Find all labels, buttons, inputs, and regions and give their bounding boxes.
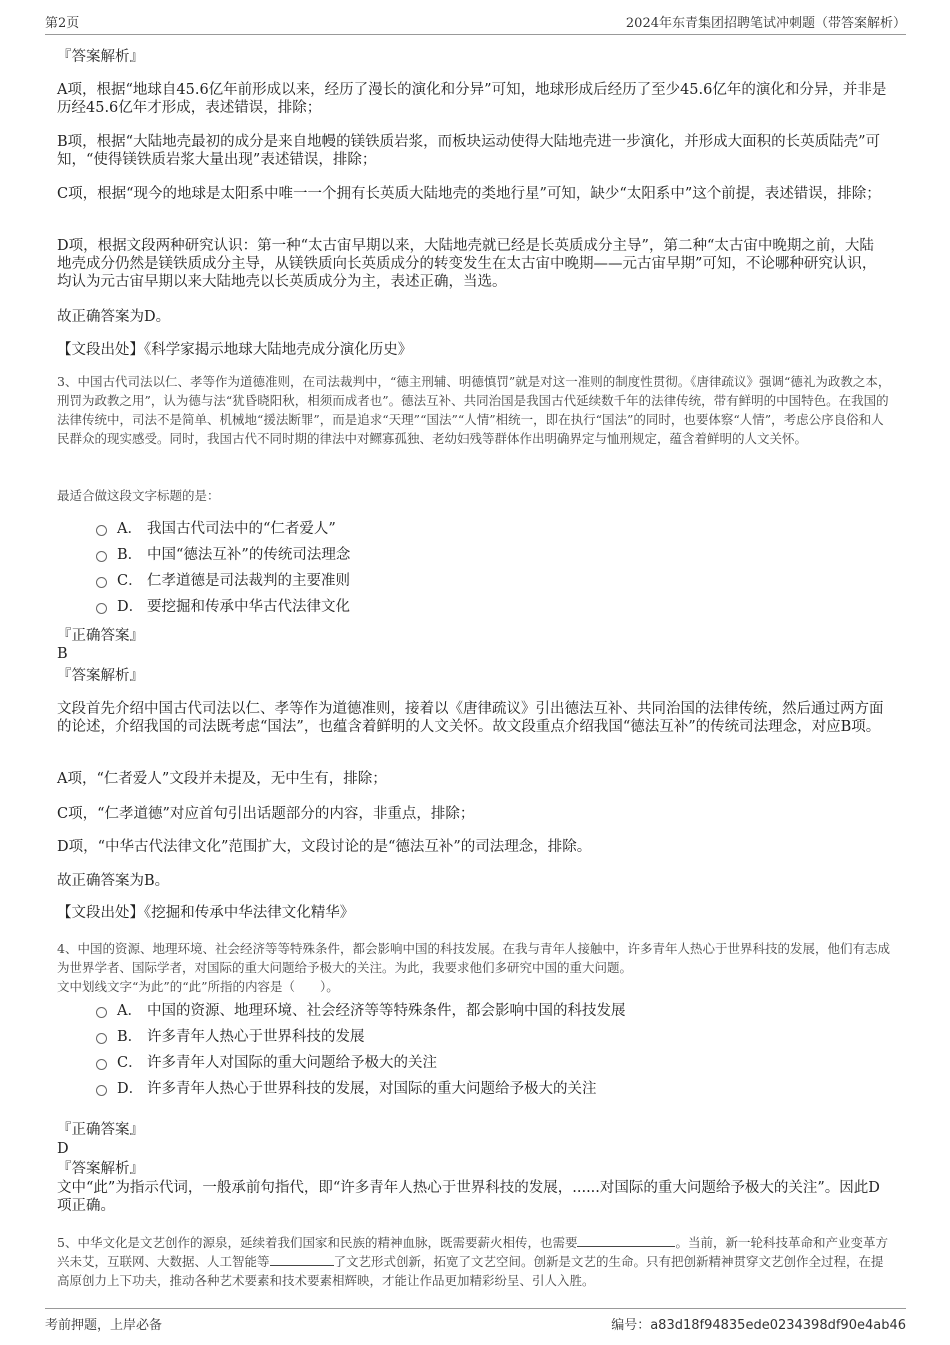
q3-prompt: 最适合做这段文字标题的是：	[57, 488, 220, 503]
q4-stem: 4、中国的资源、地理环境、社会经济等等特殊条件，都会影响中国的科技发展。在我与青年人接触中，许多青年人热心于世界科技的发展，他们有志成为世界学者、国际学者，对国际的重大问题给予极大的关注。为此，我要求他们多研究中国的重大问题。	[57, 941, 890, 975]
q3-option-c[interactable]: C． 仁孝道德是司法裁判的主要准则	[96, 568, 876, 594]
radio-icon[interactable]	[96, 551, 107, 562]
q4-option-c[interactable]: C． 许多青年人对国际的重大问题给予极大的关注	[96, 1050, 876, 1076]
q5-stem: 5、中华文化是文艺创作的源泉，延续着我们国家和民族的精神血脉，既需要薪火相传，也需要 。当前，新一轮科技革命和产业变革方兴未艾，互联网、大数据、人工智能等 了文艺形式创新，拓宽了文艺空间。创新是文艺的生命。只有把创新精神贯穿文艺创作全过程，在提高原创力上下功夫，推动各种艺术要素和技术要素相辉映，才能让作品更加精彩纷呈、引人入胜。	[57, 1235, 888, 1288]
q2-analysis-b: B项，根据“大陆地壳最初的成分是来自地幔的镁铁质岩浆，而板块运动使得大陆地壳进一步演化，并形成大面积的长英质陆壳”可知，“使得镁铁质岩浆大量出现”表述错误，排除；	[57, 134, 880, 168]
radio-icon[interactable]	[96, 1007, 107, 1018]
radio-icon[interactable]	[96, 525, 107, 536]
q4-option-b[interactable]: B． 许多青年人热心于世界科技的发展	[96, 1024, 876, 1050]
q3-analysis-main: 文段首先介绍中国古代司法以仁、孝等作为道德准则，接着以《唐律疏议》引出德法互补、共同治国的法律传统，然后通过两方面的论述，介绍我国的司法既考虑“国法”，也蕴含着鲜明的人文关怀。故文段重点介绍我国“德法互补”的传统司法理念，对应B项。	[57, 701, 884, 735]
page-footer	[45, 1308, 906, 1338]
q3-stem: 3、中国古代司法以仁、孝等作为道德准则，在司法裁判中，“德主刑辅、明德慎罚”就是对这一准则的制度性贯彻。《唐律疏议》强调“德礼为政教之本，刑罚为政教之用”，认为德与法“犹昏晓阳秋，相须而成者也”。德法互补、共同治国是我国古代延续数千年的法律传统，带有鲜明的中国特色。在我国的法律传统中，司法不是简单、机械地“援法断罪”，而是追求“天理”“国法”“人情”相统一，即在执行“国法”的同时，也要体察“人情”，考虑公序良俗和人民群众的现实感受。同时，我国古代不同时期的律法中对鳏寡孤独、老幼妇残等群体作出明确界定与恤刑规定，蕴含着鲜明的人文关怀。	[57, 374, 891, 446]
q3-analysis-d: D项，“中华古代法律文化”范围扩大，文段讨论的是“德法互补”的司法理念，排除。	[57, 839, 592, 855]
q4-correct-label: 『正确答案』	[57, 1122, 144, 1138]
q4-prompt: 文中划线文字“为此”的“此”所指的内容是（ ）。	[57, 979, 339, 994]
q5-blank-1	[577, 1234, 675, 1247]
q3-source: 【文段出处】《挖掘和传承中华法律文化精华》	[57, 905, 355, 921]
page-header	[45, 12, 906, 35]
q3-option-d[interactable]: D． 要挖掘和传承中华古代法律文化	[96, 594, 876, 620]
q4-option-d[interactable]: D． 许多青年人热心于世界科技的发展，对国际的重大问题给予极大的关注	[96, 1076, 876, 1102]
radio-icon[interactable]	[96, 1085, 107, 1096]
q2-analysis-label: 『答案解析』	[57, 49, 144, 65]
q3-option-b[interactable]: B． 中国“德法互补”的传统司法理念	[96, 542, 876, 568]
q4-analysis-label: 『答案解析』	[57, 1161, 144, 1177]
q3-analysis-a: A项，“仁者爱人”文段并未提及，无中生有，排除；	[57, 771, 387, 787]
radio-icon[interactable]	[96, 603, 107, 614]
q3-option-a[interactable]: A． 我国古代司法中的“仁者爱人”	[96, 516, 876, 542]
footer-slogan: 考前押题，上岸必备	[45, 1318, 163, 1333]
page-number: 第2页	[45, 16, 80, 31]
q2-conclusion: 故正确答案为D。	[57, 309, 171, 325]
document-title: 2024年东青集团招聘笔试冲刺题（带答案解析）	[625, 16, 906, 31]
q2-analysis-a: A项，根据“地球自45.6亿年前形成以来，经历了漫长的演化和分异”可知，地球形成后经历了至少45.6亿年的演化和分异，并非是历经45.6亿年才形成，表述错误，排除；	[57, 82, 887, 116]
q2-analysis-d: D项，根据文段两种研究认识：第一种“太古宙早期以来，大陆地壳就已经是长英质成分主导”，第二种“太古宙中晚期之前，大陆地壳成分仍然是镁铁质成分主导，从镁铁质向长英质成分的转变发生在太古宙中晚期——元古宙早期”可知，不论哪种研究认识，均认为元古宙早期以来大陆地壳以长英质成分为主，表述正确，当选。	[57, 238, 877, 290]
q4-option-a[interactable]: A． 中国的资源、地理环境、社会经济等等特殊条件，都会影响中国的科技发展	[96, 998, 876, 1024]
q3-options	[96, 516, 876, 620]
q4-analysis: 文中“此”为指示代词，一般承前句指代，即“许多青年人热心于世界科技的发展，......对国际的重大问题给予极大的关注”。因此D项正确。	[57, 1180, 880, 1214]
radio-icon[interactable]	[96, 1059, 107, 1070]
q5-blank-2	[270, 1253, 334, 1266]
footer-code: 编号：a83d18f94835ede0234398df90e4ab46	[611, 1318, 906, 1333]
q4-options	[96, 998, 876, 1102]
q3-analysis-label: 『答案解析』	[57, 668, 144, 684]
q3-conclusion: 故正确答案为B。	[57, 873, 170, 889]
q2-source: 【文段出处】《科学家揭示地球大陆地壳成分演化历史》	[57, 342, 413, 358]
q3-correct-answer: B	[57, 646, 68, 662]
radio-icon[interactable]	[96, 577, 107, 588]
q2-analysis-c: C项，根据“现今的地球是太阳系中唯一一个拥有长英质大陆地壳的类地行星”可知，缺少“太阳系中”这个前提，表述错误，排除；	[57, 186, 881, 202]
q3-correct-label: 『正确答案』	[57, 628, 144, 644]
q4-correct-answer: D	[57, 1141, 69, 1157]
radio-icon[interactable]	[96, 1033, 107, 1044]
q3-analysis-c: C项，“仁孝道德”对应首句引出话题部分的内容，非重点，排除；	[57, 806, 475, 822]
